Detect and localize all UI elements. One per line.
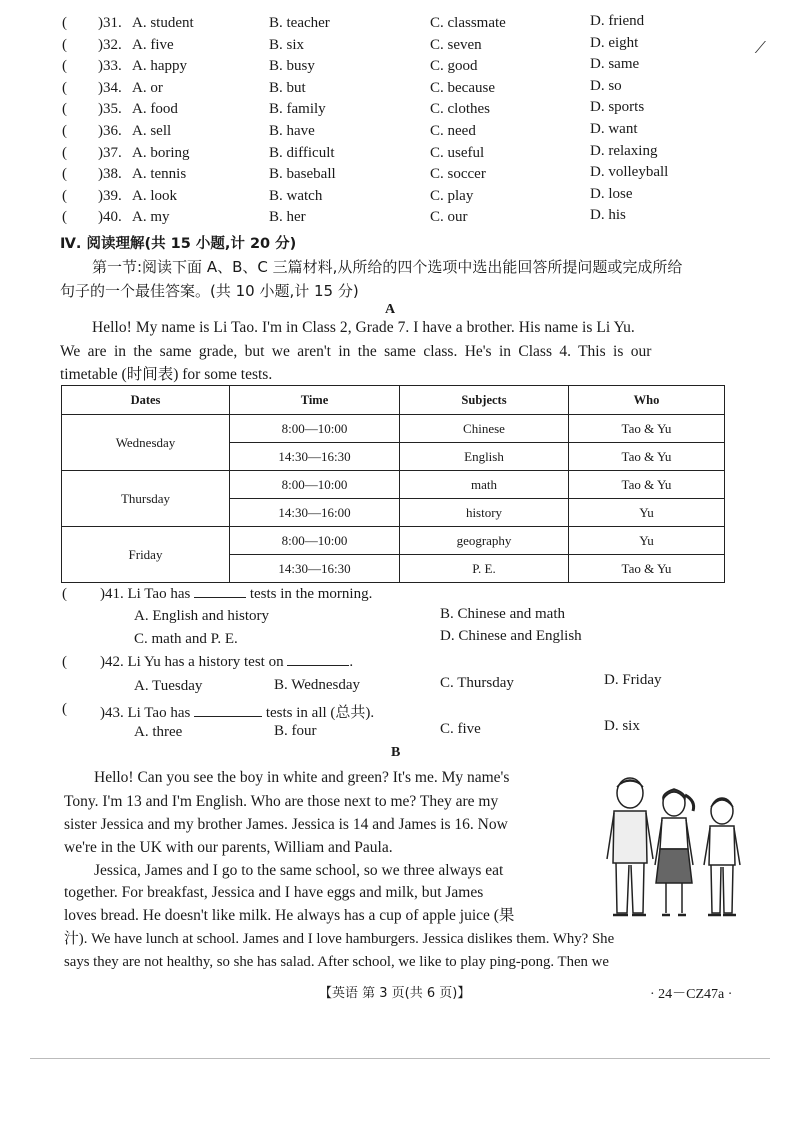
q43-option-b[interactable]: B. four	[274, 723, 317, 739]
cloze-40-option-d[interactable]: D. his	[590, 207, 626, 223]
q41-stem-start: )41. Li Tao has	[100, 586, 191, 602]
cloze-37-question-number: )37.	[98, 145, 122, 161]
passage-b-line9: says they are not healthy, so she has salad. After school, we like to play ping-pong. Then we	[64, 954, 609, 970]
cloze-34-option-d[interactable]: D. so	[590, 78, 622, 94]
who-cell: Yu	[569, 499, 725, 527]
cloze-34-option-c[interactable]: C. because	[430, 80, 495, 96]
time-cell: 14:30—16:00	[230, 499, 400, 527]
answer-paren: (	[62, 80, 67, 96]
cloze-31-option-d[interactable]: D. friend	[590, 13, 645, 29]
cloze-38-question-number: )38.	[98, 166, 122, 182]
cloze-37-option-b[interactable]: B. difficult	[269, 145, 335, 161]
subject-cell: geography	[400, 527, 569, 555]
who-cell: Tao & Yu	[569, 415, 725, 443]
q42-stem-start: )42. Li Yu has a history test on	[100, 654, 284, 670]
q41-option-d[interactable]: D. Chinese and English	[440, 628, 582, 644]
answer-paren: (	[62, 654, 67, 670]
cloze-36-question-number: )36.	[98, 123, 122, 139]
q43-stem-start: )43. Li Tao has	[100, 705, 191, 721]
cloze-34-option-a[interactable]: A. or	[132, 80, 163, 96]
cloze-33-option-d[interactable]: D. same	[590, 56, 640, 72]
cloze-40-question-number: )40.	[98, 209, 122, 225]
q43-option-a[interactable]: A. three	[134, 724, 183, 740]
section-title: Ⅳ. 阅读理解(共 15 小题,计 20 分)	[60, 236, 297, 252]
cloze-35-option-b[interactable]: B. family	[269, 101, 326, 117]
time-cell: 8:00—10:00	[230, 471, 400, 499]
passage-b-line1: Hello! Can you see the boy in white and green? It's me. My name's	[94, 769, 510, 786]
cloze-40-option-a[interactable]: A. my	[132, 209, 170, 225]
passage-b-line3: sister Jessica and my brother James. Jessica is 14 and James is 16. Now	[64, 816, 508, 833]
cloze-31-option-a[interactable]: A. student	[132, 15, 194, 31]
cloze-32-question-number: )32.	[98, 37, 122, 53]
answer-paren: (	[62, 15, 67, 31]
cloze-35-option-c[interactable]: C. clothes	[430, 101, 490, 117]
passage-b-line5: Jessica, James and I go to the same school, so we three always eat	[94, 862, 504, 879]
passage-a-line2: We are in the same grade, but we aren't in the same class. He's in Class 4. This is our	[60, 343, 652, 360]
time-cell: 8:00—10:00	[230, 415, 400, 443]
answer-paren: (	[62, 58, 67, 74]
cloze-33-option-c[interactable]: C. good	[430, 58, 478, 74]
cloze-31-question-number: )31.	[98, 15, 122, 31]
who-cell: Yu	[569, 527, 725, 555]
table-row	[62, 415, 725, 443]
header-dates: Dates	[62, 386, 230, 415]
who-cell: Tao & Yu	[569, 443, 725, 471]
answer-paren: (	[62, 701, 67, 717]
q42-option-a[interactable]: A. Tuesday	[134, 678, 203, 694]
q41-stem-end: tests in the morning.	[249, 586, 373, 602]
q41-option-b[interactable]: B. Chinese and math	[440, 606, 565, 622]
q43-blank[interactable]	[194, 716, 262, 717]
page-footer-code: · 24－CZ47a ·	[650, 987, 733, 1002]
answer-paren: (	[62, 188, 67, 204]
cloze-34-option-b[interactable]: B. but	[269, 80, 306, 96]
answer-paren: (	[62, 145, 67, 161]
cloze-40-option-c[interactable]: C. our	[430, 209, 468, 225]
header-subjects: Subjects	[400, 386, 569, 415]
page-bottom-rule	[30, 1058, 770, 1059]
passage-b-line7: loves bread. He doesn't like milk. He always has a cup of apple juice (果	[64, 907, 515, 924]
cloze-32-option-b[interactable]: B. six	[269, 37, 305, 53]
cloze-32-option-d[interactable]: D. eight	[590, 35, 639, 51]
cloze-37-option-d[interactable]: D. relaxing	[590, 143, 658, 159]
cloze-39-question-number: )39.	[98, 188, 122, 204]
date-cell: Friday	[62, 527, 230, 583]
time-cell: 14:30—16:30	[230, 443, 400, 471]
answer-paren: (	[62, 123, 67, 139]
cloze-39-option-c[interactable]: C. play	[430, 188, 474, 204]
cloze-37-option-a[interactable]: A. boring	[132, 145, 190, 161]
cloze-38-option-b[interactable]: B. baseball	[269, 166, 336, 182]
cloze-39-option-b[interactable]: B. watch	[269, 188, 323, 204]
subject-cell: math	[400, 471, 569, 499]
answer-paren: (	[62, 166, 67, 182]
cloze-33-option-b[interactable]: B. busy	[269, 58, 315, 74]
passage-b-line2: Tony. I'm 13 and I'm English. Who are those next to me? They are my	[64, 793, 499, 810]
answer-paren: (	[62, 209, 67, 225]
table-row	[62, 527, 725, 555]
passage-a-line1: Hello! My name is Li Tao. I'm in Class 2, Grade 7. I have a brother. His name is Li Yu.	[92, 319, 635, 336]
cloze-40-option-b[interactable]: B. her	[269, 209, 306, 225]
cloze-33-option-a[interactable]: A. happy	[132, 58, 187, 74]
who-cell: Tao & Yu	[569, 471, 725, 499]
q43-stem-end: tests in all (总共).	[265, 705, 375, 721]
q42-blank[interactable]	[287, 665, 349, 666]
cloze-35-option-a[interactable]: A. food	[132, 101, 178, 117]
q42-option-c[interactable]: C. Thursday	[440, 675, 514, 691]
cloze-34-question-number: )34.	[98, 80, 122, 96]
cloze-38-option-a[interactable]: A. tennis	[132, 166, 187, 182]
cloze-35-question-number: )35.	[98, 101, 122, 117]
section-intro-line1: 第一节:阅读下面 A、B、C 三篇材料,从所给的四个选项中选出能回答所提问题或完成所给	[92, 258, 683, 276]
question-41-stem	[100, 586, 372, 603]
cloze-36-option-b[interactable]: B. have	[269, 123, 315, 139]
question-42-stem	[100, 654, 353, 671]
passage-b-line8: 汁). We have lunch at school. James and I love hamburgers. Jessica dislikes them. Why? She	[64, 931, 615, 947]
section-intro-line2: 句子的一个最佳答案。(共 10 小题,计 15 分)	[60, 282, 359, 300]
time-cell: 14:30—16:30	[230, 555, 400, 583]
cloze-36-option-c[interactable]: C. need	[430, 123, 476, 139]
cloze-38-option-d[interactable]: D. volleyball	[590, 164, 669, 180]
subject-cell: history	[400, 499, 569, 527]
answer-paren: (	[62, 101, 67, 117]
passage-a-line3: timetable (时间表) for some tests.	[60, 366, 273, 383]
q42-option-b[interactable]: B. Wednesday	[274, 677, 361, 693]
q42-stem-end: .	[349, 654, 354, 670]
subject-cell: P. E.	[400, 555, 569, 583]
date-cell: Wednesday	[62, 415, 230, 471]
q41-blank[interactable]	[194, 597, 246, 598]
timetable-header-row	[62, 386, 725, 415]
q41-option-a[interactable]: A. English and history	[134, 608, 269, 624]
three-children-illustration	[600, 773, 752, 923]
q41-option-c[interactable]: C. math and P. E.	[134, 631, 238, 647]
passage-b-label: B	[391, 745, 401, 760]
cloze-33-question-number: )33.	[98, 58, 122, 74]
q43-option-d[interactable]: D. six	[604, 718, 640, 734]
cloze-36-option-a[interactable]: A. sell	[132, 123, 172, 139]
cloze-39-option-d[interactable]: D. lose	[590, 186, 633, 202]
date-cell: Thursday	[62, 471, 230, 527]
subject-cell: Chinese	[400, 415, 569, 443]
time-cell: 8:00—10:00	[230, 527, 400, 555]
table-row	[62, 471, 725, 499]
cloze-39-option-a[interactable]: A. look	[132, 188, 177, 204]
answer-paren: (	[62, 37, 67, 53]
passage-b-line6: together. For breakfast, Jessica and I have eggs and milk, but James	[64, 884, 484, 901]
subject-cell: English	[400, 443, 569, 471]
header-who: Who	[569, 386, 725, 415]
q43-option-c[interactable]: C. five	[440, 721, 481, 737]
q42-option-d[interactable]: D. Friday	[604, 672, 662, 688]
cloze-31-option-c[interactable]: C. classmate	[430, 15, 506, 31]
cloze-32-option-c[interactable]: C. seven	[430, 37, 482, 53]
cloze-36-option-d[interactable]: D. want	[590, 121, 638, 137]
cloze-35-option-d[interactable]: D. sports	[590, 99, 645, 115]
passage-b-line4: we're in the UK with our parents, William and Paula.	[64, 839, 393, 856]
timetable	[61, 385, 725, 583]
cloze-38-option-c[interactable]: C. soccer	[430, 166, 486, 182]
answer-paren: (	[62, 586, 67, 602]
who-cell: Tao & Yu	[569, 555, 725, 583]
cloze-31-option-b[interactable]: B. teacher	[269, 15, 330, 31]
cloze-37-option-c[interactable]: C. useful	[430, 145, 485, 161]
passage-a-label: A	[385, 302, 396, 317]
margin-mark: ⟋	[754, 40, 766, 57]
cloze-32-option-a[interactable]: A. five	[132, 37, 174, 53]
question-43-stem	[100, 701, 374, 722]
header-time: Time	[230, 386, 400, 415]
page-footer-center: 【英语 第 3 页(共 6 页)】	[319, 986, 471, 1001]
